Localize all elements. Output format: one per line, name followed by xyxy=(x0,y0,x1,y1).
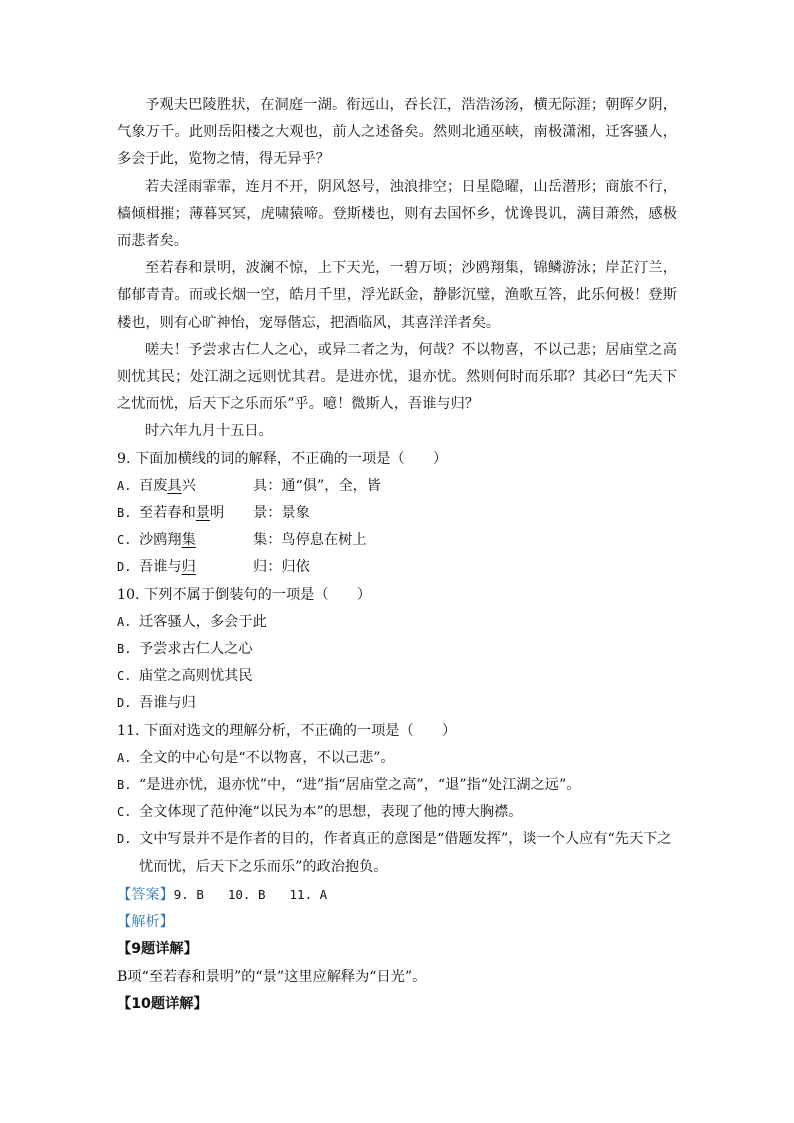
phrase-pre: 吾谁与 xyxy=(139,559,182,576)
question-10-option-c xyxy=(117,663,677,690)
option-letter: D. xyxy=(117,696,132,711)
passage-paragraph-4: 嗟夫！予尝求古仁人之心，或异二者之为，何哉？不以物喜，不以己悲；居庙堂之高则忧其民；处江湖之远则忧其君。是进亦忧，退亦忧。然则何时而乐耶？其必曰“先天下之忧而忧，后天下之乐而乐”乎。噫！微斯人，吾谁与归？ xyxy=(117,341,677,413)
passage-paragraph-1: 予观夫巴陵胜状，在洞庭一湖。衔远山，吞长江，浩浩汤汤，横无际涯；朝晖夕阴，气象万千。此则岳阳楼之大观也，前人之述备矣。然则北通巫峡，南极潇湘，迁客骚人，多会于此，览物之情，得无异乎？ xyxy=(117,97,677,168)
option-gloss: 集：鸟停息在树上 xyxy=(253,532,367,549)
analysis-q9-text: B项“至若春和景明”的“景”这里应解释为“日光”。 xyxy=(117,968,427,985)
analysis-label: 【解析】 xyxy=(117,914,174,931)
option-letter: D. xyxy=(117,560,132,575)
answer-value-10: 10. B xyxy=(227,886,266,902)
option-letter: B. xyxy=(117,506,132,521)
question-9-option-a xyxy=(117,473,677,500)
option-text: “是进亦忧，退亦忧”中，“进”指“居庙堂之高”，“退”指“处江湖之远”。 xyxy=(139,777,581,794)
option-text: 予尝求古仁人之心 xyxy=(139,641,253,658)
option-phrase xyxy=(139,473,253,500)
option-letter: C. xyxy=(117,669,132,684)
question-11-option-b xyxy=(117,772,677,799)
document-content xyxy=(117,92,677,1018)
analysis-q9-title: 【9题详解】 xyxy=(117,941,198,958)
option-text: 全文体现了范仲淹“以民为本”的思想，表现了他的博大胸襟。 xyxy=(139,804,523,821)
question-11-option-d xyxy=(117,826,677,880)
option-text: 迁客骚人，多会于此 xyxy=(139,613,267,630)
answer-value-11: 11. A xyxy=(289,886,328,902)
phrase-pre: 至若春和 xyxy=(139,505,196,522)
analysis-q10-title: 【10题详解】 xyxy=(117,995,208,1012)
option-gloss: 景：景象 xyxy=(253,505,310,522)
option-gloss: 具：通“俱”，全，皆 xyxy=(253,477,382,494)
question-9-stem: 9. 下面加横线的词的解释，不正确的一项是（ ） xyxy=(117,450,448,467)
option-phrase xyxy=(139,527,253,554)
option-letter: C. xyxy=(117,533,132,548)
option-text: 吾谁与归 xyxy=(139,695,196,712)
option-text: 文中写景并不是作者的目的，作者真正的意图是“借题发挥”，谈一个人应有“先天下之忧而忧，后天下之乐而乐”的政治抱负。 xyxy=(139,831,672,875)
question-10-stem: 10. 下列不属于倒装句的一项是（ ） xyxy=(117,586,372,603)
underlined-word: 具 xyxy=(167,477,182,494)
option-letter: B. xyxy=(117,778,132,793)
question-10-option-b xyxy=(117,636,677,663)
phrase-pre: 百废 xyxy=(139,477,168,494)
question-11-stem: 11. 下面对选文的理解分析，不正确的一项是（ ） xyxy=(117,722,457,739)
phrase-post: 兴 xyxy=(181,477,196,494)
option-text: 全文的中心句是“不以物喜，不以己悲”。 xyxy=(139,749,395,766)
question-10-option-d xyxy=(117,690,677,717)
option-letter: A. xyxy=(117,750,132,765)
question-9-option-d xyxy=(117,554,677,581)
option-letter: C. xyxy=(117,805,132,820)
underlined-word: 景 xyxy=(195,505,210,522)
underlined-word: 集 xyxy=(181,532,196,549)
passage-paragraph-3: 至若春和景明，波澜不惊，上下天光，一碧万顷；沙鸥翔集，锦鳞游泳；岸芷汀兰，郁郁青青。而或长烟一空，皓月千里，浮光跃金，静影沉璧，渔歌互答，此乐何极！登斯楼也，则有心旷神怡，宠辱偕忘，把酒临风，其喜洋洋者矣。 xyxy=(117,260,677,331)
option-letter: D. xyxy=(117,832,132,847)
question-11-option-a xyxy=(117,745,677,772)
option-letter: A. xyxy=(117,614,132,629)
question-11-option-c xyxy=(117,799,677,826)
option-phrase xyxy=(139,554,253,581)
passage-paragraph-2: 若夫淫雨霏霏，连月不开，阴风怒号，浊浪排空；日星隐曜，山岳潜形；商旅不行，樯倾楫摧；薄暮冥冥，虎啸猿啼。登斯楼也，则有去国怀乡，忧谗畏讥，满目萧然，感极而悲者矣。 xyxy=(117,178,677,250)
phrase-pre: 沙鸥翔 xyxy=(139,532,182,549)
option-text: 庙堂之高则忧其民 xyxy=(139,668,253,685)
phrase-post: 明 xyxy=(209,505,225,522)
answer-label: 【答案】 xyxy=(117,886,174,903)
question-9-option-b xyxy=(117,500,677,527)
question-10-option-a xyxy=(117,609,677,636)
option-letter: A. xyxy=(117,478,132,493)
answer-value-9: 9. B xyxy=(173,886,204,902)
answer-row xyxy=(117,881,677,909)
option-gloss: 归：归依 xyxy=(253,559,310,576)
question-9-option-c xyxy=(117,527,677,554)
underlined-word: 归 xyxy=(181,559,196,576)
option-letter: B. xyxy=(117,642,132,657)
passage-date: 时六年九月十五日。 xyxy=(145,423,273,440)
option-phrase xyxy=(139,500,253,527)
